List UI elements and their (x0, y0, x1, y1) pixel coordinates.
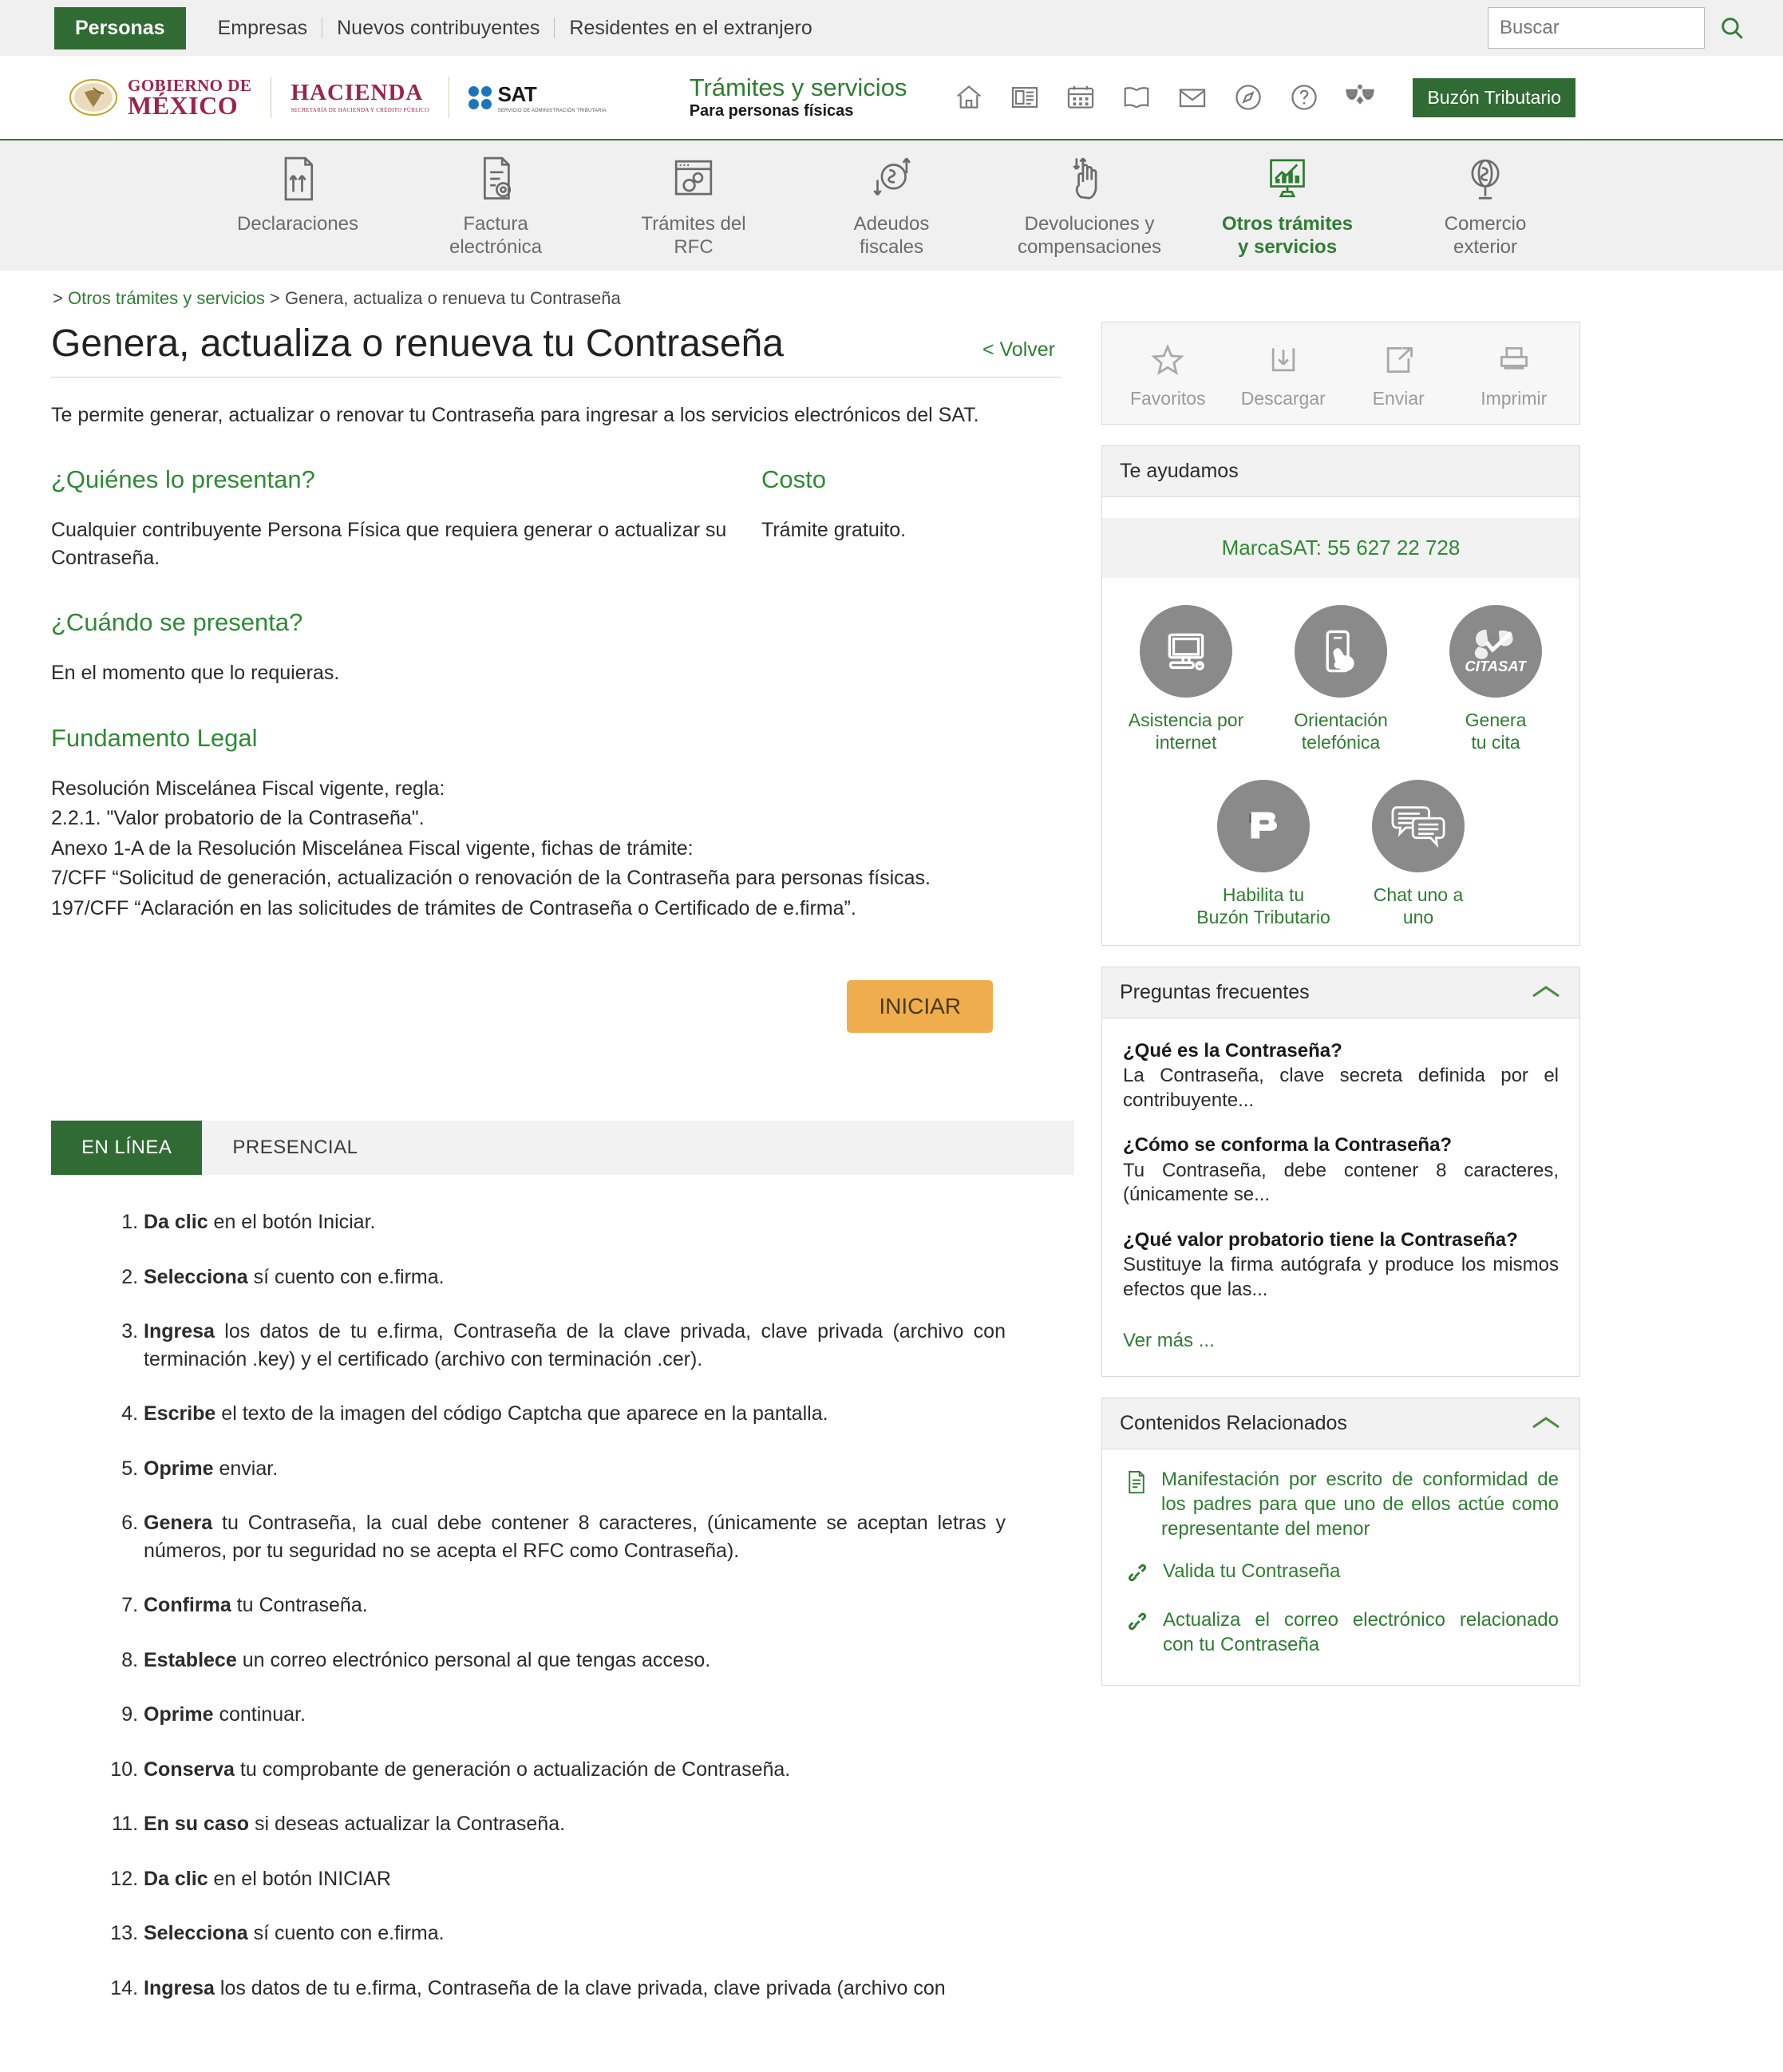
mexico-eagle-seal-icon (69, 78, 118, 117)
faq-question: ¿Cómo se conforma la Contraseña? (1123, 1134, 1453, 1157)
related-panel (1101, 1398, 1580, 1686)
book-icon[interactable] (1119, 80, 1154, 115)
step-item: 13. Selecciona sí cuento con e.firma. (144, 1920, 1061, 1947)
chat-bubbles-icon (1372, 780, 1465, 872)
favoritos-label: Favoritos (1129, 387, 1206, 409)
sidebar-action-bar (1101, 322, 1580, 425)
heading-quienes: ¿Quiénes lo presentan? (51, 465, 315, 494)
faq-panel-title: Preguntas frecuentes (1120, 980, 1310, 1003)
related-item[interactable] (1102, 1449, 1579, 1542)
segment-links (204, 17, 827, 40)
document-at-icon (473, 153, 518, 204)
main-content (0, 322, 1061, 2030)
descargar-label: Descargar (1240, 387, 1326, 409)
fundamento-line: 2.2.1. "Valor probatorio de la Contraseña". (51, 807, 425, 830)
document-icon (1126, 1467, 1147, 1542)
breadcrumb-current: Genera, actualiza o renueva tu Contraseña (285, 287, 621, 308)
link-icon (1126, 1607, 1148, 1657)
help-panel-header[interactable] (1102, 446, 1579, 497)
star-icon (1150, 340, 1185, 380)
nav-item-devoluciones[interactable] (990, 153, 1188, 259)
nav-label: Factura electrónica (449, 213, 543, 259)
tramites-title: Trámites y servicios (689, 73, 907, 102)
segment-nuevos-contribuyentes[interactable]: Nuevos contribuyentes (337, 16, 540, 39)
step-action: Escribe (144, 1402, 216, 1425)
step-item: 4. Escribe el texto de la imagen del código Captcha que aparece en la pantalla. (144, 1400, 1061, 1428)
hacienda-wordmark (291, 81, 429, 113)
step-item: 14. Ingresa los datos de tu e.firma, Contraseña de la clave privada, clave privada (archivo con (144, 1975, 1061, 2003)
ver-mas-link[interactable]: Ver más ... (1123, 1329, 1215, 1351)
related-panel-body (1102, 1449, 1579, 1685)
gob-line-2: MÉXICO (128, 90, 239, 120)
descargar-action[interactable] (1228, 340, 1339, 409)
heading-costo: Costo (761, 465, 826, 494)
owl-icon[interactable] (1342, 80, 1378, 115)
step-item: 12. Da clic en el botón INICIAR (144, 1865, 1061, 1893)
heading-fundamento: Fundamento Legal (51, 723, 258, 752)
step-action: Ingresa (144, 1320, 215, 1343)
modality-tabs (51, 1121, 1074, 1175)
favoritos-action[interactable] (1112, 340, 1224, 409)
faq-panel-body (1102, 1039, 1579, 1303)
search-area (1488, 7, 1748, 49)
printer-icon (1496, 340, 1532, 380)
step-item: 3. Ingresa los datos de tu e.firma, Contraseña de la clave privada, clave privada (archivo con terminación .key) y el certificado (archivo con terminación .cer). (144, 1318, 1061, 1373)
help-row-1 (1102, 605, 1579, 754)
quienes-column (51, 465, 761, 608)
download-icon (1266, 340, 1301, 380)
help-label: Habilita tu Buzón Tributario (1196, 884, 1330, 928)
text-quienes: Cualquier contribuyente Persona Física que requiera generar o actualizar su Contraseña. (51, 519, 727, 569)
help-label: Chat uno a uno (1373, 884, 1464, 928)
step-item: 8. Establece un correo electrónico personal al que tengas acceso. (144, 1647, 1061, 1675)
gob-line-1: GOBIERNO DE (128, 75, 252, 95)
related-panel-title: Contenidos Relacionados (1120, 1411, 1347, 1434)
quienes-costo-row (51, 465, 1061, 608)
help-label: Orientación telefónica (1294, 709, 1388, 753)
faq-answer: Tu Contraseña, debe contener 8 caracteres, (únicamente se... (1123, 1159, 1559, 1206)
step-action: Selecciona (144, 1922, 248, 1945)
brand-header (0, 56, 1783, 139)
tab-presencial[interactable]: PRESENCIAL (232, 1137, 358, 1159)
step-action: En su caso (144, 1813, 249, 1836)
costo-column (761, 465, 1061, 608)
text-cuando: En el momento que lo requieras. (51, 662, 340, 685)
steps-list (51, 1208, 1061, 2002)
related-link-text: Manifestación por escrito de conformidad de los padres para que uno de ellos actúe como representante del menor (1161, 1468, 1559, 1540)
imprimir-label: Imprimir (1481, 387, 1548, 409)
marcasat-phone[interactable]: MarcaSAT: 55 627 22 728 (1102, 518, 1579, 578)
iniciar-button[interactable]: INICIAR (847, 980, 993, 1033)
chevron-up-icon (1530, 983, 1562, 1001)
fundamento-line: 197/CFF “Aclaración en las solicitudes de trámites de Contraseña o Certificado de e.firma”. (51, 896, 856, 919)
faq-question: ¿Qué es la Contraseña? (1123, 1039, 1342, 1062)
help-panel (1101, 445, 1580, 946)
tramites-subtitle: Para personas físicas (689, 102, 854, 121)
step-action: Confirma (144, 1594, 231, 1617)
back-link[interactable]: < Volver (982, 338, 1055, 361)
faq-item[interactable] (1102, 1133, 1579, 1208)
share-icon (1381, 340, 1416, 380)
coin-arrows-icon (868, 153, 915, 204)
faq-item[interactable] (1102, 1039, 1579, 1113)
browser-gears-icon (670, 153, 718, 204)
sidebar (1101, 322, 1580, 1686)
globe-dollar-icon (1461, 153, 1509, 204)
nav-label: Declaraciones (236, 213, 359, 235)
fundamento-line: 7/CFF “Solicitud de generación, actualización o renovación de la Contraseña para personas físicas. (51, 867, 931, 890)
related-link-text: Actualiza el correo electrónico relacionado con tu Contraseña (1163, 1609, 1559, 1656)
segment-residentes-extranjero[interactable]: Residentes en el extranjero (569, 16, 812, 39)
home-icon[interactable] (951, 80, 986, 115)
chevron-up-icon (1530, 1414, 1562, 1432)
breadcrumb-parent[interactable]: Otros trámites y servicios (67, 287, 265, 308)
title-divider (51, 377, 1061, 378)
monitor-chart-icon (1263, 153, 1311, 204)
nav-item-declaraciones[interactable] (199, 153, 397, 259)
enviar-label: Enviar (1372, 387, 1425, 409)
step-item: 7. Confirma tu Contraseña. (144, 1592, 1061, 1619)
step-action: Oprime (144, 1703, 214, 1726)
step-action: Genera (144, 1512, 213, 1535)
faq-answer: Sustituye la firma autógrafa y produce los mismos efectos que las... (1123, 1254, 1559, 1300)
segment-personas[interactable]: Personas (54, 7, 186, 49)
step-item: 10. Conserva tu comprobante de generación o actualización de Contraseña. (144, 1756, 1061, 1784)
faq-item[interactable] (1102, 1228, 1579, 1303)
step-item: 9. Oprime continuar. (144, 1701, 1061, 1729)
page-intro: Te permite generar, actualizar o renovar tu Contraseña para ingresar a los servicios electrónicos del SAT. (51, 403, 979, 426)
step-action: Ingresa (144, 1976, 215, 1999)
search-input[interactable] (1488, 7, 1705, 49)
text-fundamento-legal (51, 775, 1061, 923)
step-action: Oprime (144, 1457, 214, 1480)
breadcrumb (0, 271, 1783, 322)
sat-subtitle: SERVICIO DE ADMINISTRACIÓN TRIBUTARIA (497, 108, 607, 113)
heading-cuando: ¿Cuándo se presenta? (51, 608, 303, 637)
main-navigation (0, 139, 1783, 271)
nav-label: Otros trámites y servicios (1221, 213, 1354, 259)
faq-question: ¿Qué valor probatorio tiene la Contraseña? (1123, 1229, 1518, 1251)
hacienda-title: HACIENDA (291, 80, 424, 105)
step-item: 5. Oprime enviar. (144, 1455, 1061, 1483)
iniciar-row (51, 980, 1061, 1033)
enviar-action[interactable] (1342, 340, 1454, 409)
buzon-tributario-button[interactable]: Buzón Tributario (1413, 78, 1575, 117)
search-button[interactable] (1716, 12, 1748, 44)
related-item[interactable] (1102, 1590, 1579, 1684)
nav-item-adeudos-fiscales[interactable] (793, 153, 990, 259)
header-icon-row (951, 80, 1378, 115)
step-item: 1. Da clic en el botón Iniciar. (144, 1208, 1061, 1236)
nav-label: Comercio exterior (1444, 213, 1527, 259)
breadcrumb-prefix: > (53, 287, 63, 308)
faq-answer: La Contraseña, clave secreta definida por el contribuyente... (1123, 1064, 1559, 1111)
link-icon (1126, 1559, 1148, 1590)
step-action: Da clic (144, 1211, 208, 1234)
step-action: Establece (144, 1648, 237, 1671)
related-link-text: Valida tu Contraseña (1163, 1560, 1341, 1583)
compass-icon[interactable] (1231, 80, 1266, 115)
page-layout (0, 322, 1783, 2030)
imprimir-action[interactable] (1458, 340, 1570, 409)
step-item: 11. En su caso si deseas actualizar la Contraseña. (144, 1810, 1061, 1838)
nav-item-factura-electronica[interactable] (397, 153, 595, 259)
related-panel-header[interactable] (1102, 1398, 1579, 1449)
step-action: Conserva (144, 1758, 235, 1781)
fundamento-line: Resolución Miscelánea Fiscal vigente, regla: (51, 777, 445, 800)
top-utility-bar (0, 0, 1783, 56)
sat-logo (468, 82, 607, 113)
segment-empresas[interactable]: Empresas (217, 16, 308, 39)
tramites-y-servicios-heading (690, 74, 907, 120)
help-chat-uno-a-uno[interactable] (1350, 780, 1486, 929)
page-title: Genera, actualiza o renueva tu Contraseña (51, 322, 784, 365)
page-title-row (51, 322, 1061, 372)
step-action: Da clic (144, 1867, 208, 1890)
help-habilita-buzon[interactable] (1196, 780, 1331, 929)
nav-item-otros-tramites[interactable] (1188, 153, 1386, 259)
phone-tap-icon (1295, 605, 1387, 698)
svg-text:CITASAT: CITASAT (1465, 657, 1527, 674)
help-panel-body (1102, 518, 1579, 945)
sat-title: SAT (497, 81, 537, 106)
fundamento-line: Anexo 1-A de la Resolución Miscelánea Fiscal vigente, fichas de trámite: (51, 836, 694, 860)
nav-item-tramites-rfc[interactable] (595, 153, 793, 259)
step-item: 6. Genera tu Contraseña, la cual debe contener 8 caracteres, (únicamente se aceptan letras y números, por tu seguridad no se acepta el RFC como Contraseña). (144, 1509, 1061, 1564)
news-icon[interactable] (1007, 80, 1042, 115)
related-item[interactable] (1102, 1541, 1579, 1590)
nav-label: Trámites del RFC (641, 213, 746, 259)
help-orientacion-telefonica[interactable] (1273, 605, 1409, 754)
sat-wordmark (498, 82, 607, 113)
step-action: Selecciona (144, 1265, 248, 1288)
breadcrumb-separator: > (270, 287, 280, 308)
sat-dots-icon (468, 86, 492, 109)
hacienda-subtitle: SECRETARÍA DE HACIENDA Y CRÉDITO PÚBLICO (291, 107, 429, 113)
document-arrows-icon (275, 153, 320, 204)
faq-panel-header[interactable] (1102, 967, 1579, 1018)
nav-label: Devoluciones y compensaciones (1017, 213, 1162, 259)
hand-arrows-icon (1065, 153, 1113, 204)
help-panel-title: Te ayudamos (1120, 459, 1239, 482)
nav-label: Adeudos fiscales (853, 213, 930, 259)
search-icon (1718, 14, 1745, 42)
help-row-2 (1102, 780, 1579, 945)
help-label: Genera tu cita (1465, 709, 1527, 753)
faq-panel (1101, 967, 1580, 1377)
buzon-b-icon (1217, 780, 1310, 872)
gobierno-de-mexico-wordmark (128, 77, 251, 118)
mail-icon[interactable] (1175, 80, 1210, 115)
question-icon[interactable] (1287, 80, 1322, 115)
help-label: Asistencia por internet (1128, 709, 1244, 753)
calendar-icon[interactable] (1063, 80, 1098, 115)
help-asistencia-internet[interactable] (1118, 605, 1254, 754)
step-item: 2. Selecciona sí cuento con e.firma. (144, 1263, 1061, 1291)
text-costo: Trámite gratuito. (761, 519, 907, 542)
desktop-icon (1140, 605, 1232, 698)
tab-en-linea[interactable]: EN LÍNEA (51, 1121, 202, 1175)
logo-group (69, 77, 607, 118)
help-genera-tu-cita[interactable] (1428, 605, 1564, 754)
nav-item-comercio-exterior[interactable] (1386, 153, 1584, 259)
citasat-icon (1449, 605, 1542, 698)
